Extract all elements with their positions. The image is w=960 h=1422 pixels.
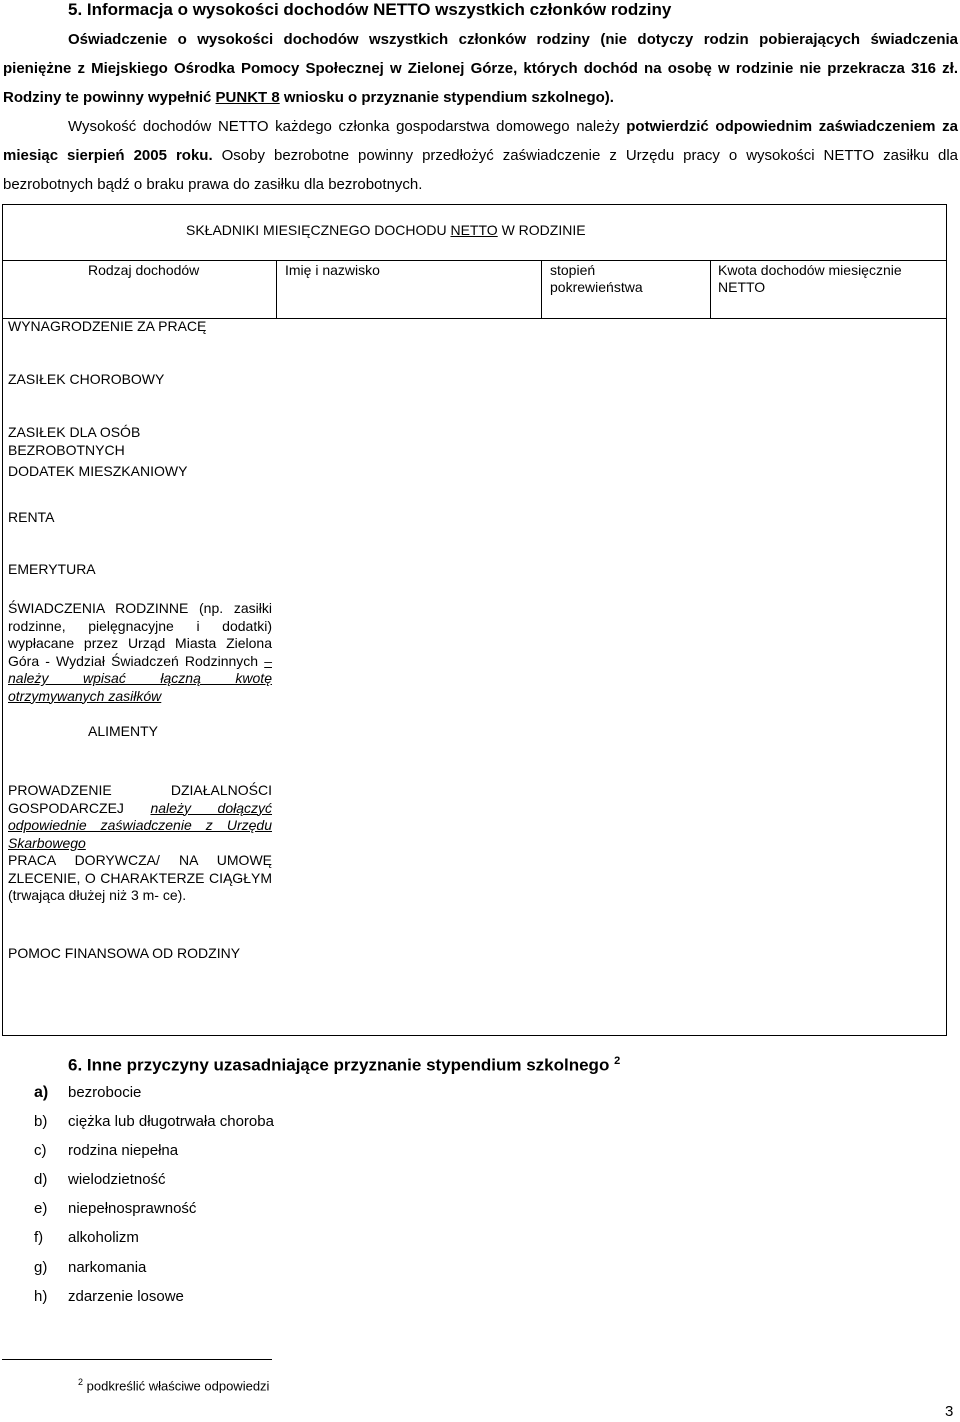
income-table-title-b: W RODZINIE (497, 222, 586, 238)
section-5-paragraph-1 (3, 25, 958, 112)
table-header-top-line (2, 260, 947, 261)
row-praca-dorywcza: PRACA DORYWCZA/ NA UMOWĘ ZLECENIE, O CHARAKTERZE CIĄGŁYM (trwająca dłużej niż 3 m- ce). (8, 852, 272, 903)
list-item-h-text: zdarzenie losowe (68, 1288, 184, 1305)
paragraph-1-text-a: Oświadczenie o wysokości dochodów wszystkich członków rodziny (nie dotyczy rodzin pobierających świadczenia pieniężne z Miejskiego Ośrodka Pomocy Społecznej w Zielonej Górze, których dochód na osobę w rodzinie nie przekracza 316 zł. Rodziny te powinny wypełnić (3, 31, 958, 106)
row-swiadczenia-rodzinne-text: ŚWIADCZENIA RODZINNE (np. zasiłki rodzinne, pielęgnacyjne i dodatki) wypłacane przez Urząd Miasta Zielona Góra - Wydział Świadczeń Rodzinnych (8, 600, 272, 669)
paragraph-2-text-a: Wysokość dochodów NETTO każdego członka gospodarstwa domowego należy (68, 118, 627, 135)
table-col-divider-1 (276, 260, 277, 318)
row-pomoc-finansowa: POMOC FINANSOWA OD RODZINY (8, 945, 241, 961)
row-renta: RENTA (8, 509, 55, 525)
list-item-b-letter: b) (34, 1113, 48, 1130)
table-col-divider-2 (541, 260, 542, 318)
section-5-heading: 5. Informacja o wysokości dochodów NETTO wszystkich członków rodziny (68, 0, 672, 19)
income-table-title-netto: NETTO (450, 222, 498, 238)
list-item-f-letter: f) (34, 1229, 44, 1246)
row-dzialalnosc (8, 782, 272, 852)
row-zasilek-bezrobotni: ZASIŁEK DLA OSÓB BEZROBOTNYCH (8, 424, 141, 458)
footnote-text: podkreślić właściwe odpowiedzi (83, 1378, 270, 1394)
column-header-relationship: stopień pokrewieństwa (550, 262, 643, 295)
row-wynagrodzenie: WYNAGRODZENIE ZA PRACĘ (8, 318, 207, 334)
list-item-c-letter: c) (34, 1142, 47, 1159)
row-swiadczenia-rodzinne-note: – należy wpisać łączną kwotę otrzymywanych zasiłków (8, 652, 272, 704)
list-item-f-text: alkoholizm (68, 1229, 139, 1246)
list-item-h-letter: h) (34, 1288, 48, 1305)
row-alimenty: ALIMENTY (88, 723, 159, 739)
row-dzialalnosc-text: PROWADZENIE DZIAŁALNOŚCI GOSPODARCZEJ (8, 782, 272, 816)
list-item-e-letter: e) (34, 1200, 48, 1217)
section-6-heading (68, 1055, 620, 1076)
paragraph-2-text-b: Osoby bezrobotne powinny przedłożyć zaświadczenie z Urzędu pracy o wysokości NETTO zasiłku dla bezrobotnych bądź o braku prawa do zasiłku dla bezrobotnych. (3, 147, 958, 193)
income-table-title-a: SKŁADNIKI MIESIĘCZNEGO DOCHODU (186, 222, 451, 238)
section-5-paragraph-2 (3, 112, 958, 199)
table-col-divider-3 (710, 260, 711, 318)
list-item-g-letter: g) (34, 1259, 48, 1276)
list-item-d-text: wielodzietność (68, 1171, 166, 1188)
list-item-a-text: bezrobocie (68, 1084, 142, 1101)
income-table-title (186, 222, 586, 238)
footnote-mark: 2 (78, 1377, 84, 1387)
page-number: 3 (945, 1403, 954, 1420)
list-item-a-letter: a) (34, 1084, 49, 1101)
row-zasilek-chorobowy: ZASIŁEK CHOROBOWY (8, 371, 165, 387)
list-item-g-text: narkomania (68, 1259, 147, 1276)
list-item-c-text: rodzina niepełna (68, 1142, 179, 1159)
list-item-d-letter: d) (34, 1171, 48, 1188)
paragraph-1-text-b: wniosku o przyznanie stypendium szkolnego). (279, 89, 614, 106)
column-header-income-type: Rodzaj dochodów (88, 262, 200, 278)
punkt-8-reference: PUNKT 8 (215, 89, 280, 106)
column-header-name: Imię i nazwisko (285, 262, 380, 278)
footnote-separator (2, 1359, 272, 1360)
list-item-e-text: niepełnosprawność (68, 1200, 197, 1217)
row-emerytura: EMERYTURA (8, 561, 96, 577)
section-6-heading-text: 6. Inne przyczyny uzasadniające przyznanie stypendium szkolnego (68, 1055, 610, 1075)
paragraph-2-bold: potwierdzić odpowiednim zaświadczeniem za miesiąc sierpień 2005 roku. (3, 118, 958, 164)
column-header-amount: Kwota dochodów miesięcznie NETTO (718, 262, 902, 295)
row-dodatek-mieszkaniowy: DODATEK MIESZKANIOWY (8, 463, 188, 479)
footnote (78, 1377, 269, 1393)
list-item-b-text: ciężka lub długotrwała choroba (68, 1113, 274, 1130)
row-swiadczenia-rodzinne (8, 600, 272, 705)
row-dzialalnosc-note: należy dołączyć odpowiednie zaświadczenie z Urzędu Skarbowego (8, 799, 272, 851)
section-6-footnote-mark: 2 (614, 1055, 621, 1067)
